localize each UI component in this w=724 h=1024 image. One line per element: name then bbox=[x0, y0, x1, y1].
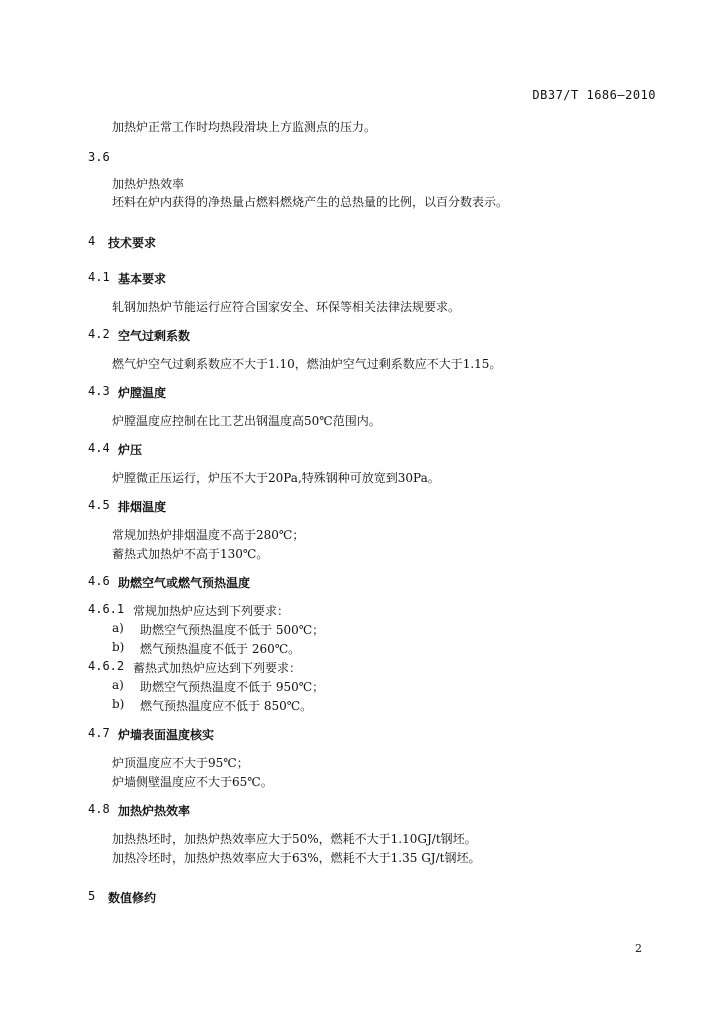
clause-title: 排烟温度 bbox=[118, 500, 167, 514]
subclause-number: 4.6.2 bbox=[88, 659, 125, 673]
clause-number: 4.2 bbox=[88, 327, 110, 341]
paragraph-text: 炉膛微正压运行，炉压不大于20Pa,特殊钢种可放宽到30Pa。 bbox=[112, 471, 440, 485]
term-definition: 坯料在炉内获得的净热量占燃料燃烧产生的总热量的比例，以百分数表示。 bbox=[112, 195, 509, 209]
clause-number: 4.4 bbox=[88, 441, 110, 455]
subclause-number: 4.6.1 bbox=[88, 602, 125, 616]
clause-title: 助燃空气或燃气预热温度 bbox=[118, 576, 251, 590]
list-marker: b) bbox=[112, 697, 125, 711]
clause-number: 4.1 bbox=[88, 270, 110, 284]
clause-number: 4.5 bbox=[88, 498, 110, 512]
clause-title: 炉膛温度 bbox=[118, 386, 167, 400]
paragraph-text: 炉膛温度应控制在比工艺出钢温度高50℃范围内。 bbox=[112, 414, 381, 428]
clause-number: 4.3 bbox=[88, 384, 110, 398]
section-number: 4 bbox=[88, 234, 96, 248]
clause-title: 基本要求 bbox=[118, 272, 167, 286]
section-title: 数值修约 bbox=[108, 891, 157, 905]
clause-number: 4.6 bbox=[88, 574, 110, 588]
clause-title: 加热炉热效率 bbox=[118, 804, 191, 818]
paragraph-text: 燃气炉空气过剩系数应不大于1.10，燃油炉空气过剩系数应不大于1.15。 bbox=[112, 357, 502, 371]
term-title: 加热炉热效率 bbox=[112, 177, 185, 191]
list-marker: a) bbox=[112, 621, 124, 635]
clause-title: 炉墙表面温度核实 bbox=[118, 728, 215, 742]
list-marker: a) bbox=[112, 678, 124, 692]
paragraph-text: 炉墙侧壁温度应不大于65℃。 bbox=[112, 775, 273, 789]
paragraph-text: 常规加热炉应达到下列要求： bbox=[133, 604, 290, 618]
list-marker: b) bbox=[112, 640, 125, 654]
paragraph-text: 加热炉正常工作时均热段滑块上方监测点的压力。 bbox=[112, 120, 377, 134]
list-item: 助燃空气预热温度不低于 950℃； bbox=[140, 680, 325, 694]
paragraph-text: 常规加热炉排烟温度不高于280℃； bbox=[112, 528, 305, 542]
paragraph-text: 炉顶温度应不大于95℃； bbox=[112, 756, 249, 770]
clause-title: 空气过剩系数 bbox=[118, 329, 191, 343]
paragraph-text: 轧钢加热炉节能运行应符合国家安全、环保等相关法律法规要求。 bbox=[112, 300, 461, 314]
clause-number: 4.8 bbox=[88, 802, 110, 816]
list-item: 助燃空气预热温度不低于 500℃； bbox=[140, 623, 325, 637]
page-number: 2 bbox=[635, 942, 642, 955]
clause-number: 3.6 bbox=[88, 150, 110, 164]
paragraph-text: 加热热坯时，加热炉热效率应大于50%，燃耗不大于1.10GJ/t钢坯。 bbox=[112, 832, 477, 846]
clause-number: 4.7 bbox=[88, 726, 110, 740]
list-item: 燃气预热温度应不低于 850℃。 bbox=[140, 699, 313, 713]
clause-title: 炉压 bbox=[118, 443, 143, 457]
standard-code: DB37/T 1686—2010 bbox=[532, 88, 656, 102]
paragraph-text: 蓄热式加热炉应达到下列要求： bbox=[133, 661, 302, 675]
section-number: 5 bbox=[88, 889, 96, 903]
section-title: 技术要求 bbox=[108, 236, 157, 250]
paragraph-text: 蓄热式加热炉不高于130℃。 bbox=[112, 547, 269, 561]
list-item: 燃气预热温度不低于 260℃。 bbox=[140, 642, 301, 656]
paragraph-text: 加热冷坯时，加热炉热效率应大于63%，燃耗不大于1.35 GJ/t钢坯。 bbox=[112, 851, 481, 865]
